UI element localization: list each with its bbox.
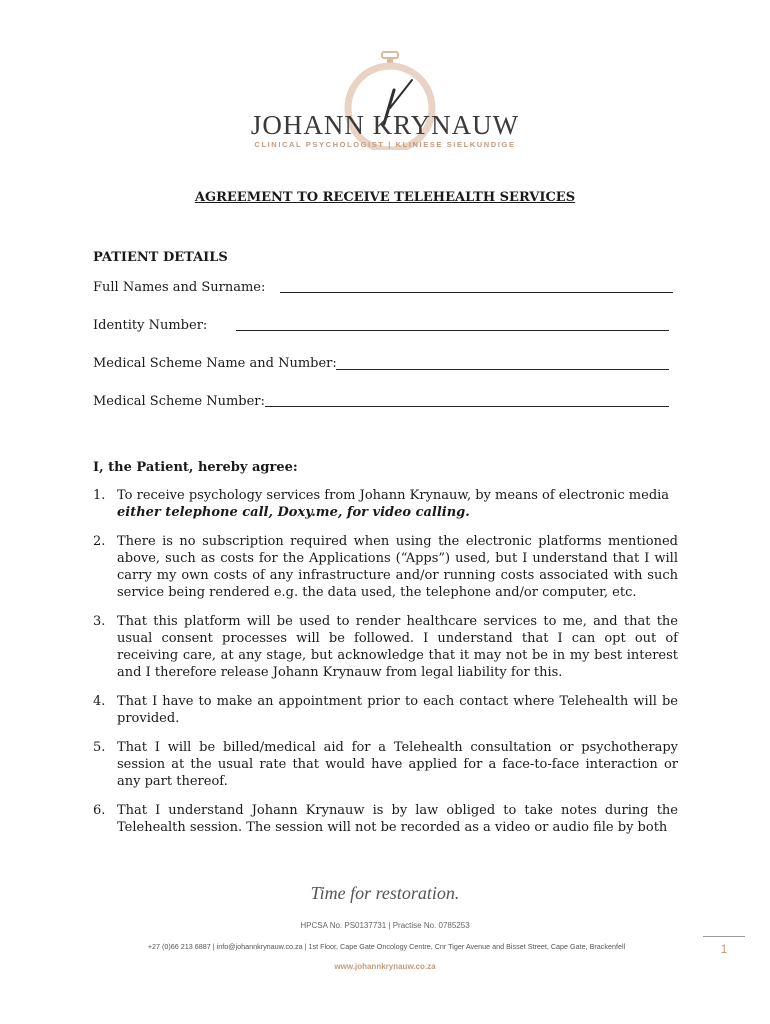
item-number: 2. (93, 534, 106, 549)
list-item (93, 693, 678, 727)
document-title: AGREEMENT TO RECEIVE TELEHEALTH SERVICES (194, 190, 576, 205)
medical-scheme-number-label: Medical Scheme Number: (93, 394, 265, 409)
full-name-line[interactable] (280, 292, 673, 293)
footer-registration: HPCSA No. PS0137731 | Practise No. 0785253 (300, 921, 470, 930)
item-text: That I understand Johann Krynauw is by law obliged to take notes during the Telehealth session. The session will not be recorded as a video or audio file by both (117, 803, 678, 835)
item-text: There is no subscription required when using the electronic platforms mentioned above, such as costs for the Applications (“Apps”) used, but I understand that I will carry my own costs of any infrastructure and/or running costs associated with such service being rendered e.g. the data used, the telephone and/or computer, etc. (117, 534, 678, 600)
footer-contact: +27 (0)66 213 6887 | info@johannkrynauw.co.za | 1st Floor, Cape Gate Oncology Centre, Cnr Tiger Avenue and Bisset Street, Cape Gate, Brackenfell (147, 942, 626, 951)
identity-number-label: Identity Number: (93, 318, 208, 333)
patient-details-heading: PATIENT DETAILS (93, 250, 228, 265)
agreement-heading: I, the Patient, hereby agree: (93, 460, 298, 475)
list-item (93, 533, 678, 601)
medical-scheme-name-line[interactable] (336, 369, 669, 370)
brand-tagline: CLINICAL PSYCHOLOGIST | KLINIESE SIELKUNDIGE (254, 140, 516, 149)
item-number: 3. (93, 614, 106, 629)
item-emphasis: either telephone call, Doxy.me, for video calling. (117, 505, 470, 520)
item-number: 5. (93, 740, 106, 755)
item-text: That I will be billed/medical aid for a Telehealth consultation or psychotherapy session at the usual rate that would have applied for a face-to-face interaction or any part thereof. (117, 740, 678, 789)
item-number: 4. (93, 694, 106, 709)
list-item (93, 739, 678, 790)
medical-scheme-name-label: Medical Scheme Name and Number: (93, 356, 337, 371)
list-item (93, 613, 678, 681)
item-number: 1. (93, 488, 106, 503)
footer-tagline: Time for restoration. (310, 883, 460, 903)
identity-number-line[interactable] (236, 330, 669, 331)
item-number: 6. (93, 803, 106, 818)
list-item (93, 802, 678, 836)
page-number: 1 (720, 942, 728, 956)
medical-scheme-number-line[interactable] (265, 406, 669, 407)
letterhead-logo (0, 40, 770, 170)
page-number-divider (703, 936, 745, 937)
item-text: That this platform will be used to render healthcare services to me, and that the usual consent processes will be followed. I understand that I can opt out of receiving care, at any stage, but acknowledge that it may not be in my best interest and I therefore release Johann Krynauw from legal liability for this. (117, 614, 678, 680)
item-text: That I have to make an appointment prior to each contact where Telehealth will be provided. (117, 694, 678, 726)
brand-name: JOHANN KRYNAUW (250, 110, 520, 140)
list-item (93, 487, 678, 521)
footer-website-link[interactable]: www.johannkrynauw.co.za (334, 962, 436, 971)
full-name-label: Full Names and Surname: (93, 280, 266, 295)
item-text: To receive psychology services from Johann Krynauw, by means of electronic media (117, 488, 670, 503)
agreement-list (93, 487, 678, 848)
